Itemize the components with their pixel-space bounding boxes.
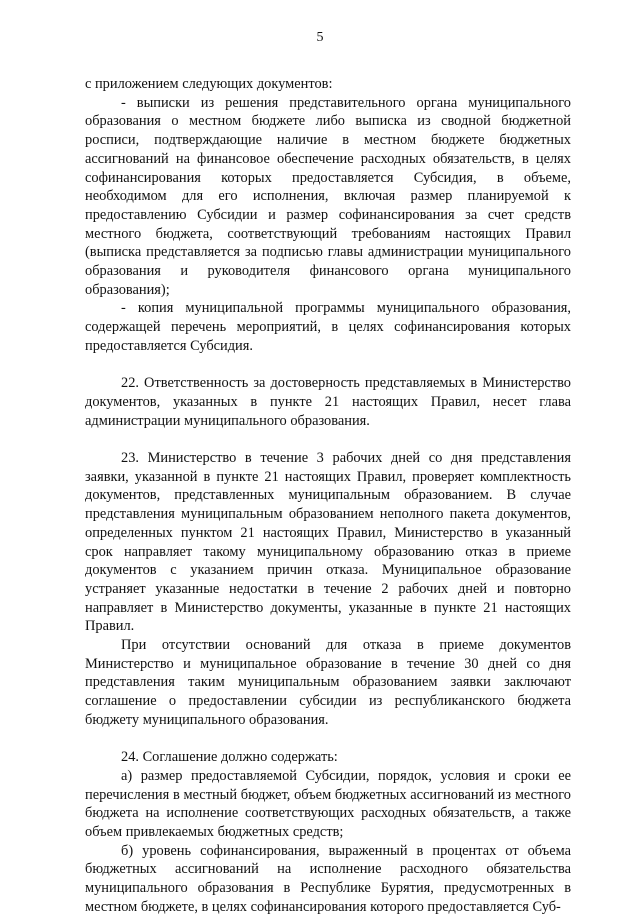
paragraph-item-24-a: а) размер предоставляемой Субсидии, порядок, условия и сроки ее перечисления в местный бюджет, объем бюджетных ассигнований из местного бюджета на исполнение соответствующих расходных обязательств, а также объем привлекаемых бюджетных средств; <box>85 767 571 841</box>
page-number: 5 <box>316 30 324 45</box>
paragraph-item-23-continued: При отсутствии оснований для отказа в приеме документов Министерство и муниципальное образование в течение 30 дней со дня представления таким муниципальным образованием заявки заключают соглашение о предоставлении субсидии из республиканского бюджета бюджету муниципального образования. <box>85 637 571 728</box>
paragraph-extracts-item: - выписки из решения представительного органа муниципального образования о местном бюджете либо выписка из сводной бюджетной росписи, подтверждающие наличие в местном бюджете бюджетных ассигнований на финансовое обеспечение расходных обязательств, в целях софинансирования которых предоставляется Субсидия, в объеме, необходимом для его исполнения, включая размер планируемой к предоставлению Субсидии и размер софинансирования за счет средств местного бюджета, соответствующий требованиям настоящих Правил (выписка представляется за подписью главы администрации муниципального образования и руководителя финансового органа муниципального образования); <box>85 94 571 298</box>
paragraph-item-24-b: б) уровень софинансирования, выраженный в процентах от объема бюджетных ассигнований на исполнение расходного обязательства муниципального образования в Республике Бурятия, предусмотренных в местном бюджете, в целях софинансирования которого предоставляется Суб- <box>85 842 571 915</box>
paragraph-documents-intro: с приложением следующих документов: <box>85 76 333 92</box>
paragraph-item-24: 24. Соглашение должно содержать: <box>121 749 338 766</box>
paragraph-program-copy-item: - копия муниципальной программы муниципального образования, содержащей перечень мероприятий, в целях софинансирования которых предоставляется Субсидия. <box>85 300 571 354</box>
paragraph-item-23: 23. Министерство в течение 3 рабочих дней со дня представления заявки, указанной в пункте 21 настоящих Правил, проверяет комплектность документов, представленных муниципальным образованием. В случае представления муниципальным образованием неполного пакета документов, определенных пунктом 21 настоящих Правил, Министерство в указанный срок направляет такому муниципальному образованию отказ в приеме документов с указанием причин отказа. Муниципальное образование устраняет указанные недостатки в течение 2 рабочих дней и повторно направляет в Министерство документы, указанные в пункте 21 настоящих Правил. <box>85 450 571 635</box>
paragraph-item-22: 22. Ответственность за достоверность представляемых в Министерство документов, указанных в пункте 21 настоящих Правил, несет глава администрации муниципального образования. <box>85 375 571 429</box>
document-body <box>85 75 571 917</box>
